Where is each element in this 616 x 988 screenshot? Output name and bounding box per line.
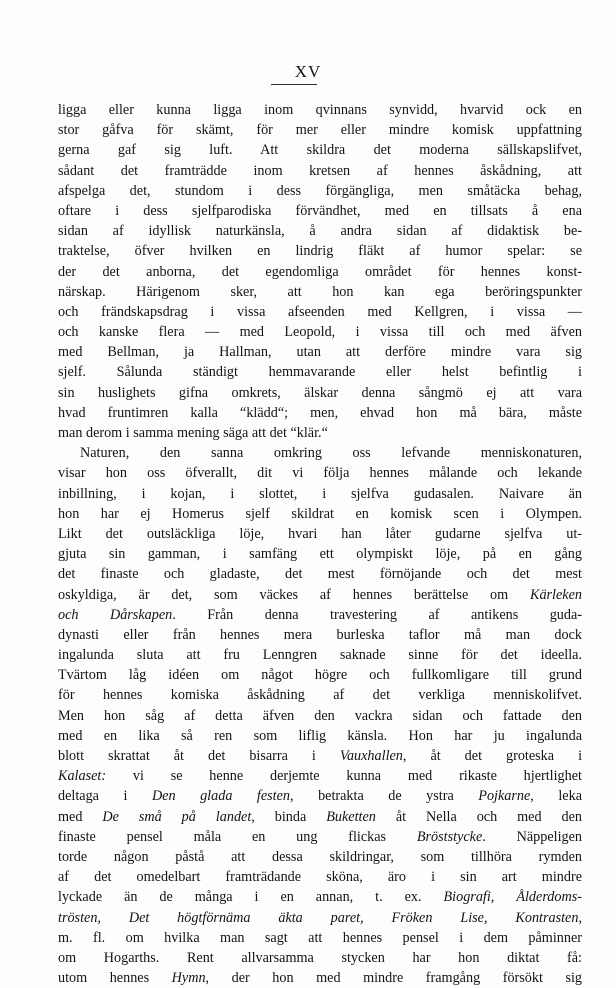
text-line bbox=[58, 181, 582, 201]
text-segment: hon har ej Homerus sjelf skildrat en komisk scen i Olympen. bbox=[58, 505, 582, 522]
text-segment: och kanske flera — med Leopold, i vissa till och med äfven bbox=[58, 324, 582, 341]
page-number: XV bbox=[294, 62, 322, 81]
text-segment: oskyldiga, är det, som väckes af hennes berättelse om bbox=[58, 586, 530, 603]
text-line bbox=[58, 484, 582, 504]
text-segment: deltaga i bbox=[58, 788, 152, 805]
italic-title: Pojkarne bbox=[478, 788, 531, 805]
text-segment: . Näppeligen bbox=[482, 828, 582, 845]
text-line bbox=[58, 847, 582, 867]
text-line bbox=[58, 786, 582, 806]
italic-title: De små på landet bbox=[102, 808, 252, 825]
text-line bbox=[58, 625, 582, 645]
text-segment: utom hennes bbox=[58, 970, 172, 987]
text-line bbox=[58, 928, 582, 948]
text-segment: oftare i dess sjelfparodiska förvändhet, med en tillsats å ena bbox=[58, 202, 582, 219]
text-line bbox=[58, 665, 582, 685]
text-segment: traktelse, öfver hvilken en lindrig fläkt af humor spelar: se bbox=[58, 243, 582, 260]
italic-title: Buketten bbox=[326, 808, 376, 825]
text-segment: stor gåfva för skämt, för mer eller mindre komisk uppfattning bbox=[58, 122, 582, 139]
text-line bbox=[58, 685, 582, 705]
text-line bbox=[58, 282, 582, 302]
text-segment: Naturen, den sanna omkring oss lefvande menniskonaturen, bbox=[80, 445, 582, 462]
text-segment: ligga eller kunna ligga inom qvinnans synvidd, hvarvid ock en bbox=[58, 102, 582, 118]
text-line bbox=[58, 948, 582, 968]
text-line bbox=[58, 443, 582, 463]
text-segment: åt Nella och med den bbox=[375, 808, 582, 825]
text-line bbox=[58, 706, 582, 726]
text-segment: med Bellman, ja Hallman, utan att derföre mindre vara sig bbox=[58, 344, 582, 361]
text-segment: vi se henne derjemte kunna med rikaste hjertlighet bbox=[106, 768, 582, 785]
text-line bbox=[58, 968, 582, 988]
text-segment: Likt det outsläckliga löje, hvari han låter gudarne sjelfva ut- bbox=[58, 525, 582, 542]
text-segment: hvad fruntimren kalla “klädd“; men, ehvad hon må bära, måste bbox=[58, 404, 582, 421]
text-segment: m. fl. om hvilka man sagt att hennes pensel i dem påminner bbox=[58, 929, 582, 946]
italic-title: Kärleken bbox=[529, 586, 582, 603]
text-line bbox=[58, 201, 582, 221]
text-line bbox=[58, 564, 582, 584]
text-line bbox=[58, 605, 582, 625]
text-segment: man derom i samma mening säga att det “klär.“ bbox=[58, 425, 328, 441]
text-segment: med bbox=[58, 808, 103, 825]
text-line bbox=[58, 585, 582, 605]
text-segment: dynasti eller från hennes mera burleska taflor må man dock bbox=[58, 626, 582, 643]
text-segment: och frändskapsdrag i vissa afseenden med Kellgren, i vissa — bbox=[58, 303, 582, 320]
text-segment: för hennes komiska åskådning af det verkliga menniskolifvet. bbox=[58, 687, 582, 704]
text-line bbox=[58, 766, 582, 786]
text-line bbox=[58, 504, 582, 524]
text-line bbox=[58, 383, 582, 403]
italic-title: Vauxhallen bbox=[339, 748, 403, 764]
text-line bbox=[58, 423, 582, 443]
text-segment: sjelf. Sålunda ständigt hemmavarande eller helst befintlig i bbox=[58, 364, 582, 381]
text-segment: af det omedelbart framträdande sköna, äro i sin art mindre bbox=[58, 869, 582, 886]
text-segment: om Hogarths. Rent allvarsamma stycken har hon diktat få: bbox=[58, 949, 582, 966]
text-segment: gerna gaf sig luft. Att skildra det moderna sällskapslifvet, bbox=[58, 142, 582, 159]
text-segment: det finaste och gladaste, det mest förnöjande och det mest bbox=[58, 566, 582, 583]
page-number-rule bbox=[271, 84, 317, 85]
text-segment: Men hon såg af detta äfven den vackra sidan och fattade den bbox=[58, 707, 582, 724]
text-segment: sin huslighets gifna omkrets, älskar denna sångmö ej att vara bbox=[58, 384, 582, 401]
text-line bbox=[58, 463, 582, 483]
text-line bbox=[58, 120, 582, 140]
italic-title: och Dårskapen bbox=[58, 606, 173, 623]
italic-title: Kalaset: bbox=[58, 768, 107, 785]
text-line bbox=[58, 544, 582, 564]
text-line bbox=[58, 342, 582, 362]
text-segment: finaste pensel måla en ung flickas bbox=[58, 828, 417, 845]
text-line bbox=[58, 867, 582, 887]
text-segment: afspelga det, stundom i dess förgängliga, men småtäcka behag, bbox=[58, 182, 582, 199]
text-line bbox=[58, 262, 582, 282]
text-segment: blott skrattat åt det bisarra i bbox=[58, 748, 340, 764]
text-segment: sidan af idyllisk naturkänsla, å andra sidan af didaktisk be- bbox=[58, 223, 582, 240]
text-line bbox=[58, 161, 582, 181]
text-line bbox=[58, 322, 582, 342]
text-segment: gjuta sin gamman, i samfäng ett olympiskt löje, på en gång bbox=[58, 546, 582, 563]
text-line bbox=[58, 140, 582, 160]
italic-title: Den glada festen bbox=[151, 788, 291, 805]
text-segment: . Från denna travestering af antikens guda- bbox=[172, 606, 582, 623]
text-segment: , binda bbox=[251, 808, 327, 825]
text-segment: närskap. Härigenom sker, att hon kan ega beröringspunkter bbox=[58, 283, 582, 300]
text-segment: , bbox=[578, 909, 582, 926]
italic-title: trösten, Det högtförnäma äkta paret, Fröken Lise, Kontrasten bbox=[58, 909, 579, 926]
text-segment: inbillning, i kojan, i slottet, i sjelfva gudasalen. Naivare än bbox=[58, 485, 582, 502]
text-segment: der det anborna, det egendomliga området för hennes konst- bbox=[58, 263, 582, 280]
text-line bbox=[58, 524, 582, 544]
text-line bbox=[58, 221, 582, 241]
italic-title: Bröststycke bbox=[416, 828, 483, 845]
text-line bbox=[58, 726, 582, 746]
text-line bbox=[58, 100, 582, 120]
italic-title: Hymn bbox=[171, 970, 206, 987]
text-line bbox=[58, 302, 582, 322]
text-line bbox=[58, 362, 582, 382]
text-segment: lyckade än de många i en annan, t. ex. bbox=[58, 889, 444, 906]
body-text bbox=[58, 100, 582, 988]
text-segment: sådant det framträdde inom kretsen af hennes åskådning, att bbox=[58, 162, 582, 179]
text-line bbox=[58, 887, 582, 907]
text-line bbox=[58, 645, 582, 665]
text-segment: Tvärtom låg idéen om något högre och fullkomligare till grund bbox=[58, 667, 582, 684]
text-line bbox=[58, 827, 582, 847]
text-segment: , leka bbox=[530, 788, 582, 805]
text-line bbox=[58, 403, 582, 423]
text-segment: med en lika så ren som liflig känsla. Hon har ju ingalunda bbox=[58, 727, 582, 744]
text-segment: ingalunda sluta att fru Lenngren saknade sinne för det ideella. bbox=[58, 647, 582, 664]
text-line bbox=[58, 746, 582, 766]
text-segment: , der hon med mindre framgång försökt sig bbox=[205, 970, 583, 987]
text-segment: , betrakta de ystra bbox=[290, 788, 479, 805]
text-line bbox=[58, 908, 582, 928]
italic-title: Biografi, Ålderdoms- bbox=[443, 889, 582, 906]
text-segment: torde någon påstå att dessa skildringar, som tillhöra rymden bbox=[58, 848, 582, 865]
text-line bbox=[58, 807, 582, 827]
text-segment: , åt det groteska i bbox=[402, 748, 583, 764]
text-segment: visar hon oss öfverallt, dit vi följa hennes målande och lekande bbox=[58, 465, 582, 482]
text-line bbox=[58, 241, 582, 261]
